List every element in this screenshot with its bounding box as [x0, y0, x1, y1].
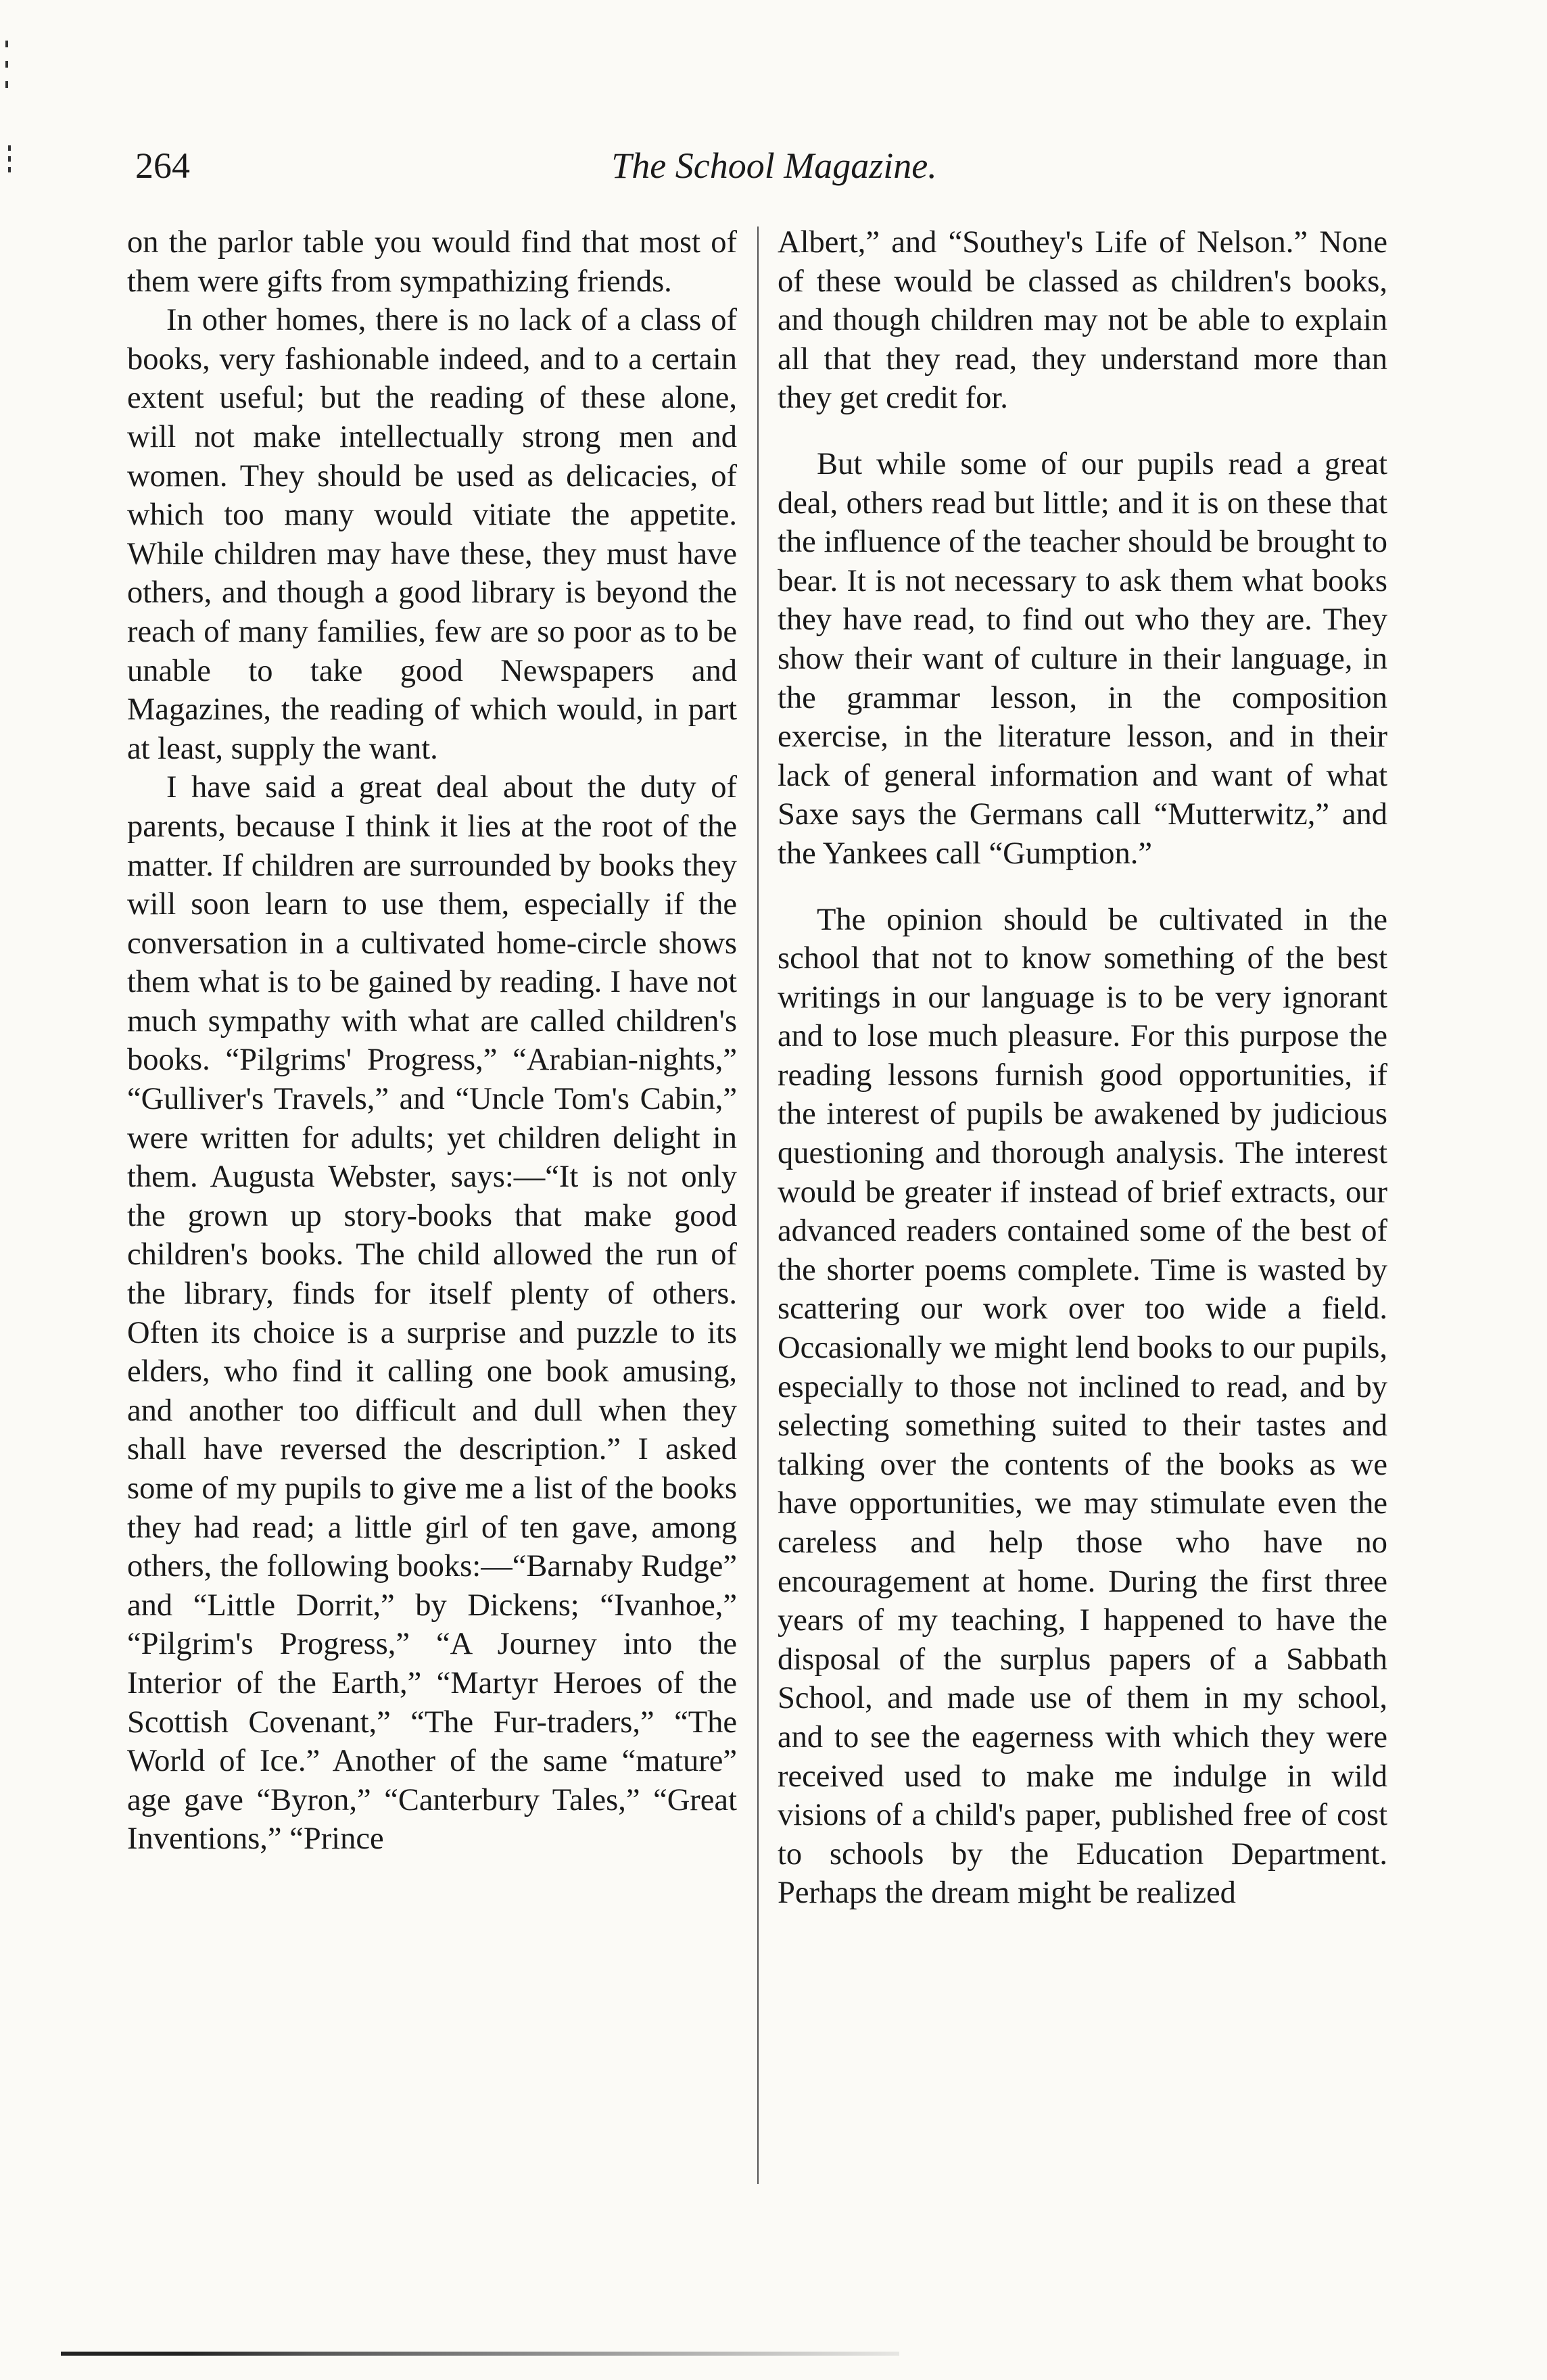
page-header [135, 139, 1413, 193]
right-column [778, 223, 1387, 1913]
paragraph: on the parlor table you would find that most of them were gifts from sympathizing friends. [127, 225, 737, 299]
bottom-rule [61, 2352, 899, 2356]
scan-edge-marks [5, 41, 8, 101]
paragraph: I have said a great deal about the duty of parents, because I think it lies at the root of the matter. If children are surrounded by books they will soon learn to use them, especially if the conversation in a cultivated home-circle shows them what is to be gained by reading. I have not much sympathy with what are called children's books. “Pilgrims' Progress,” “Arabian-nights,” “Gulliver's Travels,” and “Uncle Tom's Cabin,” were written for adults; yet children delight in them. Augusta Webster, says:—“It is not only the grown up story-books that make good children's books. The child allowed the run of the library, finds for itself plenty of others. Often its choice is a surprise and puzzle to its elders, who find it calling one book amusing, and another too difficult and dull when they shall have reversed the description.” I asked some of my pupils to give me a list of the books they had read; a little girl of ten gave, among others, the following books:—“Barnaby Rudge” and “Little Dorrit,” by Dickens; “Ivanhoe,” “Pilgrim's Progress,” “A Journey into the Interior of the Earth,” “Martyr Heroes of the Scottish Covenant,” “The Fur-traders,” “The World of Ice.” Another of the same “mature” age gave “Byron,” “Canterbury Tales,” “Great Inventions,” “Prince [127, 770, 737, 1857]
paragraph: In other homes, there is no lack of a class of books, very fashionable indeed, and to a certain extent useful; but the reading of these alone, will not make intellectually strong men and women. They should be used as delicacies, of which too many would vitiate the appetite. While children may have these, they must have others, and though a good library is beyond the reach of many families, few are so poor as to be unable to take good Newspapers and Magazines, the reading of which would, in part at least, supply the want. [127, 303, 737, 766]
paragraph: The opinion should be cultivated in the school that not to know something of the best writings in our language is to be very ignorant and to lose much pleasure. For this purpose the reading lessons furnish good opportunities, if the interest of pupils be awakened by judicious questioning and thorough analysis. The interest would be greater if instead of brief extracts, our advanced readers contained some of the best of the shorter poems complete. Time is wasted by scattering our work over too wide a field. Occasionally we might lend books to our pupils, especially to those not inclined to read, and by selecting something suited to their tastes and talking over the contents of the books as we have opportunities, we may stimulate even the careless and help those who have no encouragement at home. During the first three years of my teaching, I happened to have the disposal of the surplus papers of a Sabbath School, and made use of them in my school, and to see the eagerness with which they were received used to make me indulge in wild visions of a child's paper, published free of cost to schools by the Education Department. Perhaps the dream might be realized [778, 902, 1387, 1911]
page-number: 264 [135, 145, 190, 186]
left-column [127, 223, 737, 1859]
running-title: The School Magazine. [611, 145, 937, 186]
paragraph: Albert,” and “Southey's Life of Nelson.” None of these would be classed as children's books, and though children may not be able to explain all that they read, they understand more than they get credit for. [778, 225, 1387, 416]
column-divider [757, 227, 759, 2184]
paragraph: But while some of our pupils read a great deal, others read but little; and it is on these that the influence of the teacher should be brought to bear. It is not necessary to ask them what books they have read, to find out who they are. They show their want of culture in their language, in the grammar lesson, in the composition exercise, in the literature lesson, and in their lack of general information and want of what Saxe says the Germans call “Mutterwitz,” and the Yankees call “Gumption.” [778, 446, 1387, 871]
scan-edge-dots [8, 145, 11, 172]
